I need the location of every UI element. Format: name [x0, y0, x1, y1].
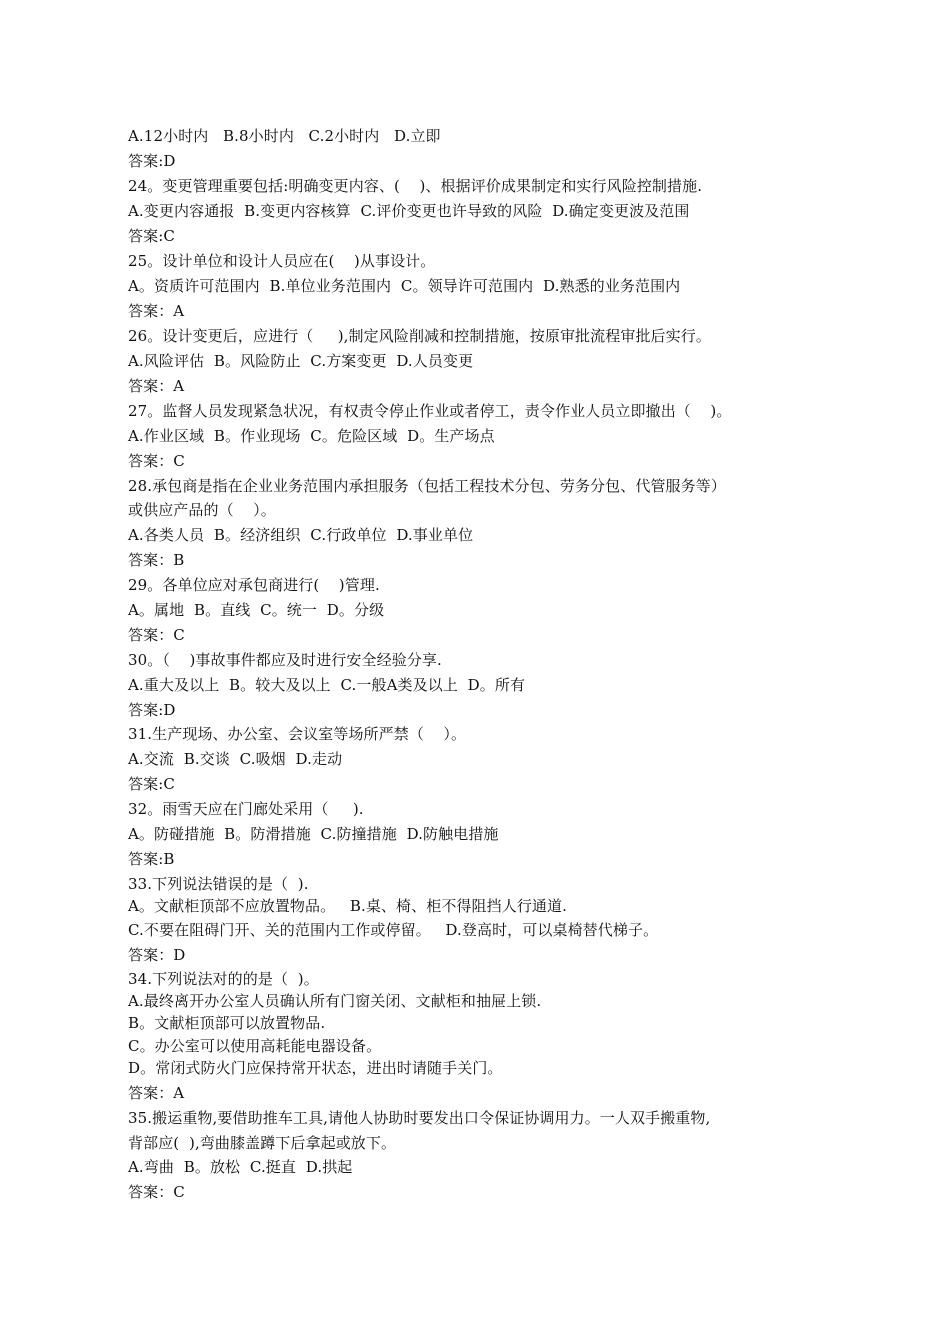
text-line: 答案:D: [128, 701, 176, 719]
text-line: 背部应( ),弯曲膝盖蹲下后拿起或放下。: [128, 1134, 397, 1152]
text-line: 33.下列说法错误的是（ ).: [128, 875, 309, 893]
text-line: 31.生产现场、办公室、会议室等场所严禁（ ）。: [128, 725, 467, 743]
text-line: 34.下列说法对的的是（ )。: [128, 970, 319, 988]
text-line: 答案：A: [128, 377, 185, 395]
text-line: B。文献柜顶部可以放置物品.: [128, 1014, 326, 1032]
text-line: 35.搬运重物,要借助推车工具,请他人协助时要发出口令保证协调用力。一人双手搬重物,: [128, 1109, 711, 1127]
text-line: 答案：A: [128, 1084, 185, 1102]
text-line: A。文献柜顶部不应放置物品。 B.桌、椅、柜不得阻挡人行通道.: [128, 897, 567, 915]
text-line: 27。监督人员发现紧急状况，有权责令停止作业或者停工，责令作业人员立即撤出（ )。: [128, 402, 732, 420]
text-line: C。办公室可以使用高耗能电器设备。: [128, 1037, 382, 1055]
text-line: A.弯曲 B。放松 C.挺直 D.拱起: [128, 1158, 353, 1176]
text-line: 答案:D: [128, 152, 176, 170]
text-line: 答案：B: [128, 551, 185, 569]
text-line: 答案：C: [128, 626, 185, 644]
text-line: 26。设计变更后，应进行（ ),制定风险削减和控制措施，按原审批流程审批后实行。: [128, 327, 711, 345]
text-line: A。防碰措施 B。防滑措施 C.防撞措施 D.防触电措施: [128, 825, 499, 843]
text-line: 答案:C: [128, 227, 175, 245]
text-line: A。资质许可范围内 B.单位业务范围内 C。领导许可范围内 D.熟悉的业务范围内: [128, 277, 681, 295]
text-line: 30。（ )事故事件都应及时进行安全经验分享.: [128, 651, 442, 669]
text-line: 答案：A: [128, 302, 185, 320]
text-line: 答案:B: [128, 850, 175, 868]
text-line: A。属地 B。直线 C。统一 D。分级: [128, 601, 385, 619]
text-line: A.最终离开办公室人员确认所有门窗关闭、文献柜和抽屉上锁.: [128, 992, 542, 1010]
text-line: A.12小时内 B.8小时内 C.2小时内 D.立即: [128, 127, 441, 145]
text-line: A.作业区域 B。作业现场 C。危险区域 D。生产场点: [128, 427, 495, 445]
text-line: D。常闭式防火门应保持常开状态，进出时请随手关门。: [128, 1059, 503, 1077]
text-line: 答案：C: [128, 1183, 185, 1201]
text-line: 答案：D: [128, 946, 186, 964]
text-line: 25。设计单位和设计人员应在( )从事设计。: [128, 252, 436, 270]
text-line: A.风险评估 B。风险防止 C.方案变更 D.人员变更: [128, 352, 474, 370]
text-line: 或供应产品的（ ）。: [128, 501, 276, 519]
text-line: 32。雨雪天应在门廊处采用（ ).: [128, 800, 364, 818]
text-line: A.变更内容通报 B.变更内容核算 C.评价变更也许导致的风险 D.确定变更波及范围: [128, 202, 690, 220]
text-line: A.各类人员 B。经济组织 C.行政单位 D.事业单位: [128, 526, 474, 544]
text-line: 答案:C: [128, 775, 175, 793]
text-line: 29。各单位应对承包商进行( )管理.: [128, 576, 380, 594]
text-line: A.交流 B.交谈 C.吸烟 D.走动: [128, 750, 343, 768]
text-line: 24。变更管理重要包括:明确变更内容、( )、根据评价成果制定和实行风险控制措施.: [128, 177, 703, 195]
text-line: A.重大及以上 B。较大及以上 C.一般A类及以上 D。所有: [128, 676, 526, 694]
text-line: 答案：C: [128, 452, 185, 470]
text-line: 28.承包商是指在企业业务范围内承担服务（包括工程技术分包、劳务分包、代管服务等）: [128, 477, 726, 495]
text-line: C.不要在阻碍门开、关的范围内工作或停留。 D.登高时，可以桌椅替代梯子。: [128, 921, 659, 939]
